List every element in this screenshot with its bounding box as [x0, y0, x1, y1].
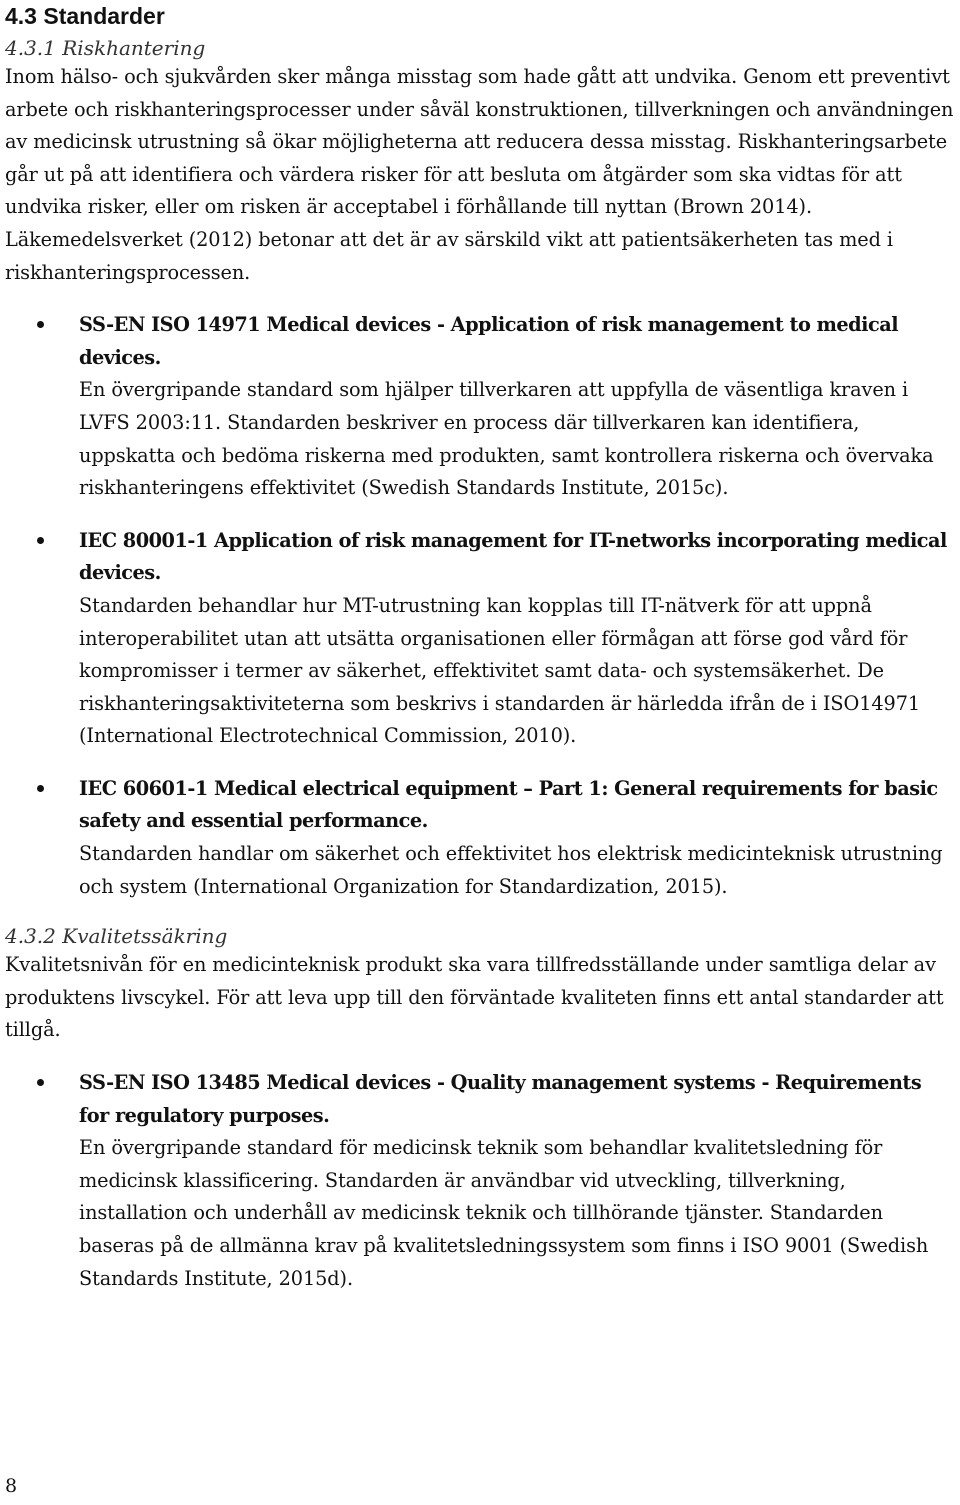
- standard-description: Standarden handlar om säkerhet och effektivitet hos elektrisk medicinteknisk utrustning och system (International Organization for Standardization, 2015).: [79, 842, 943, 898]
- subsection-heading-kvalitetssakring: 4.3.2 Kvalitetssäkring: [5, 924, 228, 949]
- standard-description: En övergripande standard som hjälper tillverkaren att uppfylla de väsentliga kraven i LVFS 2003:11. Standarden beskriver en process där tillverkaren kan identifiera, uppskatta och bedöma riskerna med produkten, samt kontrollera riskerna och övervaka riskhanteringens effektivitet (Swedish Standards Institute, 2015c).: [79, 378, 934, 500]
- quality-standards-list: [5, 1067, 955, 1295]
- standard-title: IEC 80001-1 Application of risk management for IT-networks incorporating medical devices.: [79, 528, 947, 585]
- risk-standards-list: [5, 309, 955, 903]
- bullet-icon: [37, 321, 44, 328]
- subsection-heading-riskhantering: 4.3.1 Riskhantering: [5, 36, 206, 60]
- bullet-icon: [37, 785, 44, 792]
- standard-title: IEC 60601-1 Medical electrical equipment – Part 1: General requirements for basic safety and essential performance.: [79, 776, 938, 833]
- list-item: [5, 773, 955, 903]
- list-item: [5, 309, 955, 505]
- standard-title: SS-EN ISO 13485 Medical devices - Quality management systems - Requirements for regulatory purposes.: [79, 1071, 922, 1127]
- standard-description: En övergripande standard för medicinsk teknik som behandlar kvalitetsledning för medicinsk klassificering. Standarden är användbar vid utveckling, tillverkning, installation och underhåll av medicinsk teknik och tillhörande tjänster. Standarden baseras på de allmänna krav på kvalitetsledningssystem som finns i ISO 9001 (Swedish Standards Institute, 2015d).: [79, 1136, 929, 1290]
- page-number: 8: [5, 1475, 18, 1497]
- list-item: [5, 525, 955, 753]
- section-heading: 4.3 Standarder: [5, 3, 165, 29]
- standard-title: SS-EN ISO 14971 Medical devices - Application of risk management to medical devices.: [79, 313, 899, 369]
- quality-intro-paragraph: Kvalitetsnivån för en medicinteknisk produkt ska vara tillfredsställande under samtliga delar av produktens livscykel. För att leva upp till den förväntade kvaliteten finns ett antal standarder att tillgå.: [5, 953, 944, 1042]
- bullet-icon: [37, 1079, 44, 1086]
- risk-intro-paragraph: Inom hälso- och sjukvården sker många misstag som hade gått att undvika. Genom ett preventivt arbete och riskhanteringsprocesser under såväl konstruktionen, tillverkningen och användningen av medicinsk utrustning så ökar möjligheterna att reducera dessa misstag. Riskhanteringsarbete går ut på att identifiera och värdera risker för att besluta om åtgärder som ska vidtas för att undvika risker, eller om risken är acceptabel i förhållande till nyttan (Brown 2014). Läkemedelsverket (2012) betonar att det är av särskild vikt att patientsäkerheten tas med i riskhanteringsprocessen.: [5, 65, 954, 284]
- list-item: [5, 1067, 955, 1295]
- bullet-icon: [37, 537, 44, 544]
- standard-description: Standarden behandlar hur MT-utrustning kan kopplas till IT-nätverk för att uppnå interoperabilitet utan att utsätta organisationen eller förmågan att förse god vård för kompromisser i termer av säkerhet, effektivitet samt data- och systemsäkerhet. De riskhanteringsaktiviteterna som beskrivs i standarden är härledda ifrån de i ISO14971 (International Electrotechnical Commission, 2010).: [79, 593, 921, 748]
